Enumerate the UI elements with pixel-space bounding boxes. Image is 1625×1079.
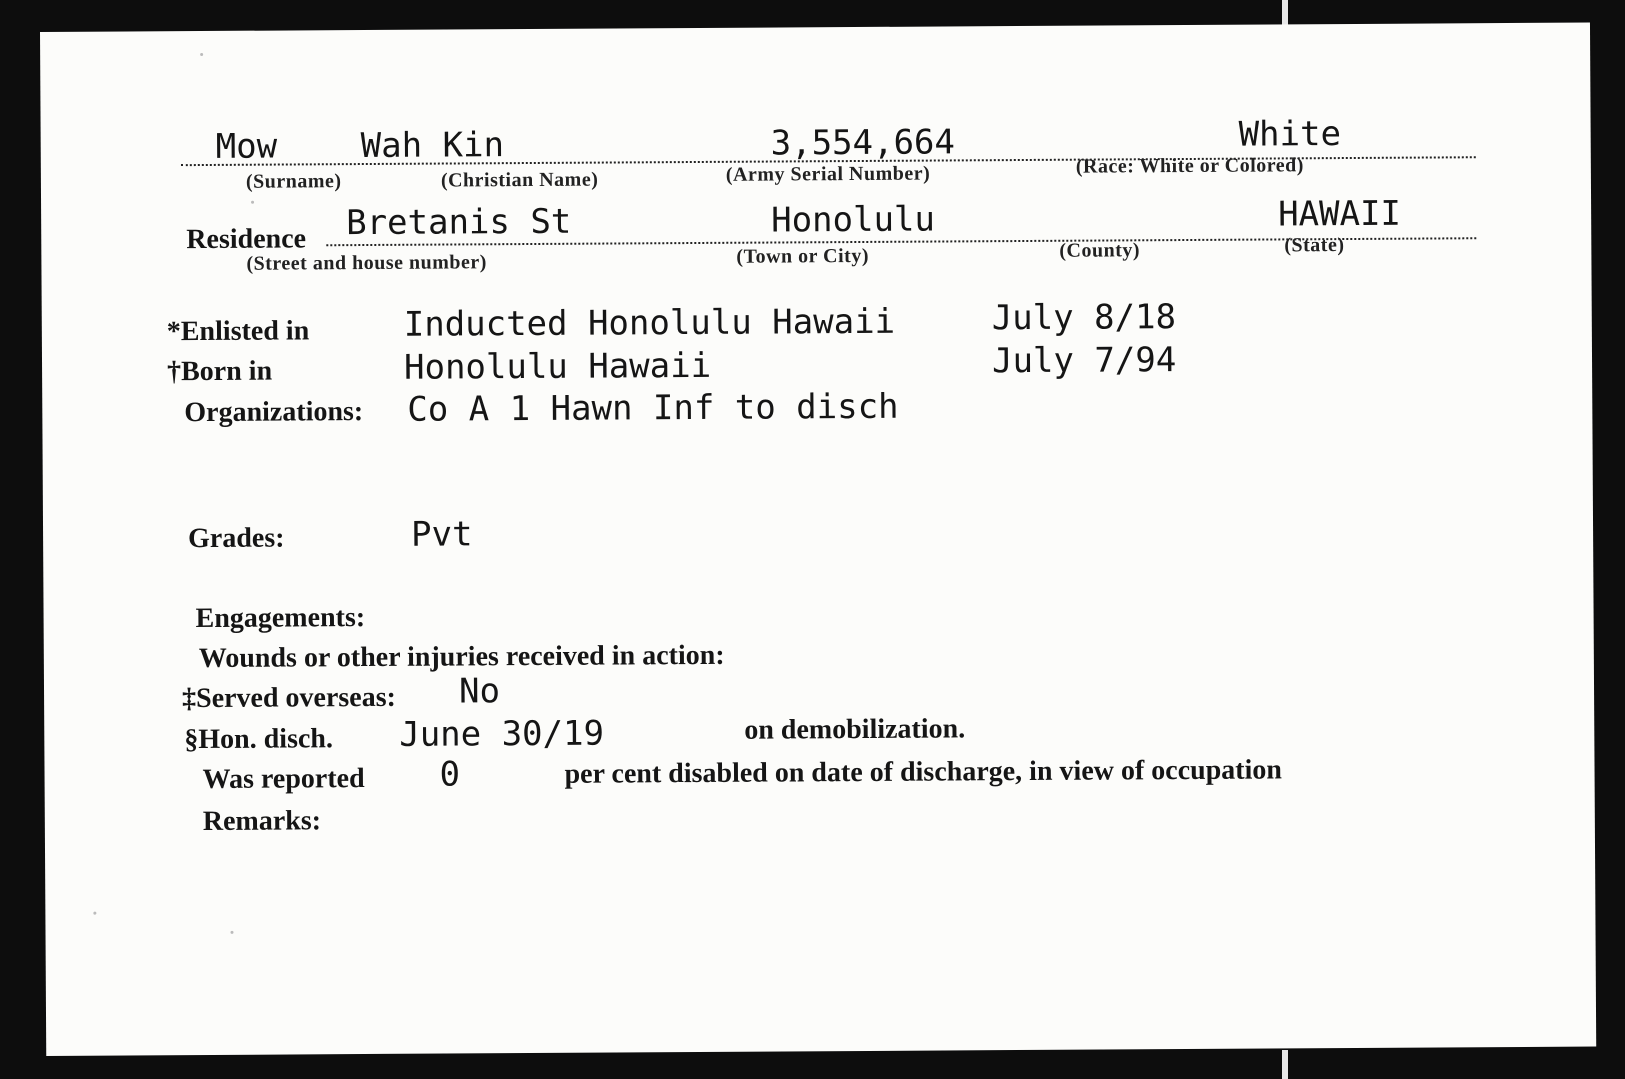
reported-suffix: per cent disabled on date of discharge, in view of occupation — [564, 754, 1283, 790]
state-caption: (State) — [1284, 234, 1345, 257]
city-value: Honolulu — [771, 199, 936, 241]
overseas-label: ‡Served overseas: — [181, 681, 396, 715]
paper-speck — [230, 931, 233, 934]
service-record-card — [40, 23, 1596, 1056]
race-value: White — [1238, 114, 1342, 155]
reported-label: Was reported — [202, 763, 365, 796]
paper-speck — [251, 201, 254, 204]
paper-speck — [200, 53, 203, 56]
enlisted-value: Inducted Honolulu Hawaii — [403, 301, 896, 345]
serial-number-value: 3,554,664 — [770, 122, 956, 164]
discharge-label: §Hon. disch. — [184, 723, 334, 756]
enlisted-date: July 8/18 — [991, 297, 1177, 339]
remarks-label: Remarks: — [202, 805, 322, 838]
organizations-label: Organizations: — [184, 396, 364, 429]
grades-label: Grades: — [188, 522, 285, 555]
grades-value: Pvt — [410, 514, 473, 555]
enlisted-label: *Enlisted in — [166, 315, 310, 348]
paper-speck — [93, 912, 96, 915]
discharge-suffix: on demobilization. — [744, 713, 966, 746]
born-date: July 7/94 — [991, 340, 1177, 382]
organizations-value: Co A 1 Hawn Inf to disch — [407, 386, 899, 430]
residence-label: Residence — [186, 223, 307, 256]
born-label: †Born in — [166, 355, 273, 388]
christian-name-value: Wah Kin — [360, 125, 505, 167]
wounds-label: Wounds or other injuries received in action: — [198, 639, 725, 675]
state-value: HAWAII — [1278, 193, 1402, 235]
engagements-label: Engagements: — [195, 602, 366, 635]
overseas-value: No — [458, 671, 501, 712]
film-edge-bottom — [1282, 1050, 1288, 1079]
serial-caption: (Army Serial Number) — [725, 162, 931, 186]
surname-value: Mow — [215, 126, 278, 167]
street-value: Bretanis St — [346, 201, 572, 244]
discharge-date: June 30/19 — [399, 713, 605, 755]
county-caption: (County) — [1059, 239, 1141, 262]
city-caption: (Town or City) — [736, 244, 870, 268]
reported-value: 0 — [439, 754, 461, 795]
born-value: Honolulu Hawaii — [403, 345, 712, 388]
race-caption: (Race: White or Colored) — [1075, 154, 1304, 178]
surname-caption: (Surname) — [245, 170, 342, 193]
street-caption: (Street and house number) — [246, 251, 487, 275]
christian-name-caption: (Christian Name) — [440, 168, 599, 192]
